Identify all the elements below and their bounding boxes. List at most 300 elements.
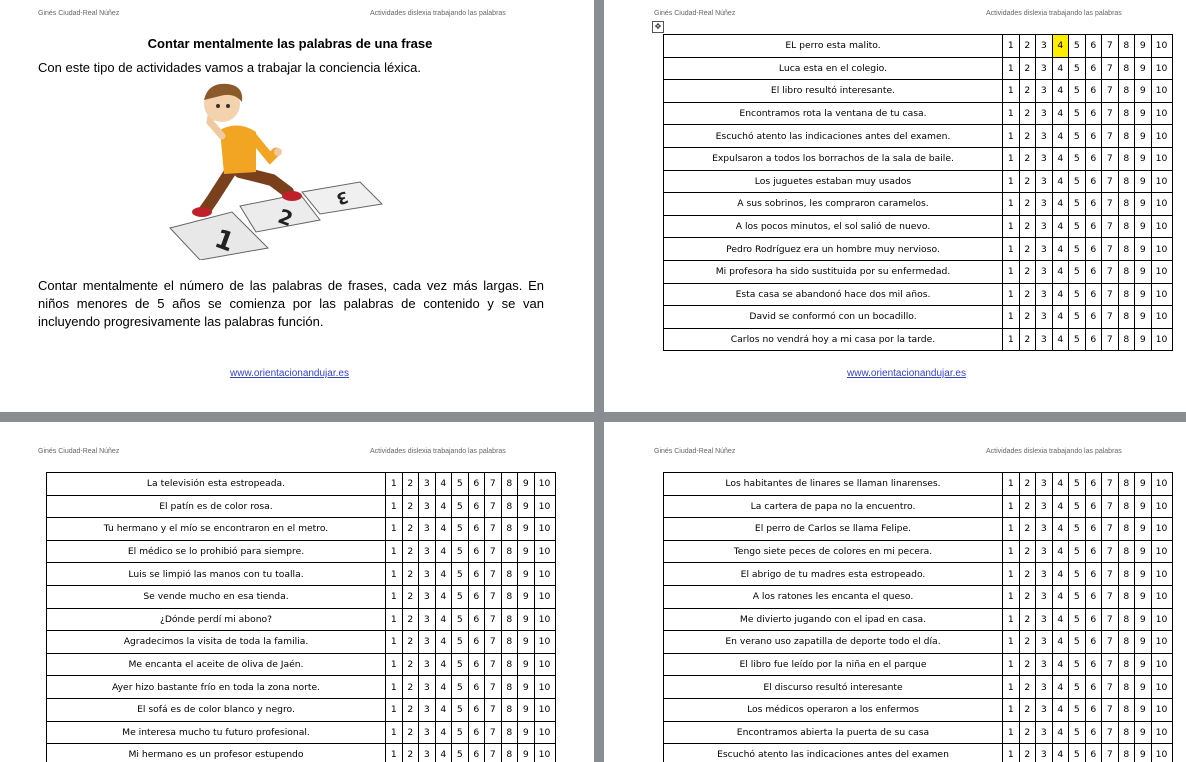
count-option-cell[interactable]: 1 bbox=[1003, 260, 1020, 283]
count-option-cell[interactable]: 4 bbox=[435, 495, 452, 518]
count-option-cell[interactable]: 3 bbox=[1036, 35, 1053, 58]
count-option-cell[interactable]: 2 bbox=[402, 631, 419, 654]
count-option-cell[interactable]: 7 bbox=[1102, 631, 1119, 654]
count-option-cell[interactable]: 7 bbox=[485, 585, 502, 608]
count-option-cell[interactable]: 2 bbox=[1019, 35, 1036, 58]
count-option-cell[interactable]: 8 bbox=[1118, 698, 1135, 721]
count-option-cell[interactable]: 10 bbox=[534, 653, 555, 676]
count-option-cell[interactable]: 10 bbox=[534, 698, 555, 721]
count-option-cell[interactable]: 8 bbox=[1118, 495, 1135, 518]
count-option-cell[interactable]: 2 bbox=[402, 721, 419, 744]
count-option-cell[interactable]: 8 bbox=[1118, 721, 1135, 744]
count-option-cell[interactable]: 9 bbox=[518, 744, 535, 762]
website-link[interactable]: www.orientacionandujar.es bbox=[230, 368, 349, 379]
count-option-cell[interactable]: 6 bbox=[1085, 306, 1102, 329]
count-option-cell[interactable]: 3 bbox=[1036, 721, 1053, 744]
count-option-cell[interactable]: 2 bbox=[402, 653, 419, 676]
count-option-cell[interactable]: 9 bbox=[1135, 328, 1152, 351]
count-option-cell[interactable]: 1 bbox=[1003, 653, 1020, 676]
count-option-cell[interactable]: 8 bbox=[1118, 170, 1135, 193]
count-option-cell[interactable]: 3 bbox=[419, 473, 436, 496]
count-option-cell[interactable]: 9 bbox=[1135, 585, 1152, 608]
count-option-cell[interactable]: 2 bbox=[1019, 170, 1036, 193]
count-option-cell[interactable]: 6 bbox=[1085, 125, 1102, 148]
count-option-cell[interactable]: 3 bbox=[1036, 608, 1053, 631]
count-option-cell[interactable]: 1 bbox=[1003, 585, 1020, 608]
count-option-cell[interactable]: 6 bbox=[1085, 698, 1102, 721]
count-option-cell[interactable]: 4 bbox=[1052, 585, 1069, 608]
count-option-cell[interactable]: 4 bbox=[1052, 102, 1069, 125]
count-option-cell[interactable]: 1 bbox=[1003, 193, 1020, 216]
count-option-cell[interactable]: 8 bbox=[1118, 563, 1135, 586]
count-option-cell[interactable]: 4 bbox=[1052, 80, 1069, 103]
count-option-cell[interactable]: 3 bbox=[1036, 631, 1053, 654]
count-option-cell[interactable]: 7 bbox=[1102, 653, 1119, 676]
count-option-cell[interactable]: 7 bbox=[1102, 57, 1119, 80]
count-option-cell[interactable]: 4 bbox=[1052, 676, 1069, 699]
count-option-cell[interactable]: 2 bbox=[1019, 238, 1036, 261]
count-option-cell[interactable]: 8 bbox=[1118, 215, 1135, 238]
count-option-cell[interactable]: 5 bbox=[1069, 473, 1086, 496]
count-option-cell[interactable]: 6 bbox=[1085, 238, 1102, 261]
count-option-cell[interactable]: 3 bbox=[419, 676, 436, 699]
count-option-cell[interactable]: 9 bbox=[1135, 563, 1152, 586]
count-option-cell[interactable]: 9 bbox=[518, 608, 535, 631]
count-option-cell[interactable]: 9 bbox=[1135, 518, 1152, 541]
count-option-cell[interactable]: 6 bbox=[1085, 585, 1102, 608]
count-option-cell[interactable]: 1 bbox=[386, 473, 403, 496]
count-option-cell[interactable]: 6 bbox=[468, 563, 485, 586]
count-option-cell[interactable]: 3 bbox=[1036, 698, 1053, 721]
count-option-cell[interactable]: 9 bbox=[1135, 80, 1152, 103]
count-option-cell[interactable]: 10 bbox=[534, 744, 555, 762]
count-option-cell[interactable]: 1 bbox=[1003, 215, 1020, 238]
count-option-cell[interactable]: 10 bbox=[1151, 608, 1172, 631]
count-option-cell[interactable]: 1 bbox=[1003, 608, 1020, 631]
count-option-cell[interactable]: 10 bbox=[1151, 698, 1172, 721]
count-option-cell[interactable]: 3 bbox=[1036, 473, 1053, 496]
count-option-cell[interactable]: 8 bbox=[501, 721, 518, 744]
count-option-cell[interactable]: 7 bbox=[485, 698, 502, 721]
count-option-cell[interactable]: 6 bbox=[468, 653, 485, 676]
count-option-cell[interactable]: 6 bbox=[1085, 193, 1102, 216]
count-option-cell[interactable]: 6 bbox=[1085, 563, 1102, 586]
count-option-cell[interactable]: 2 bbox=[1019, 147, 1036, 170]
count-option-cell[interactable]: 9 bbox=[518, 495, 535, 518]
count-option-cell[interactable]: 8 bbox=[1118, 260, 1135, 283]
count-option-cell[interactable]: 4 bbox=[1052, 215, 1069, 238]
count-option-cell[interactable]: 9 bbox=[1135, 744, 1152, 762]
count-option-cell[interactable]: 5 bbox=[1069, 721, 1086, 744]
count-option-cell[interactable]: 4 bbox=[435, 721, 452, 744]
count-option-cell[interactable]: 5 bbox=[452, 608, 469, 631]
count-option-cell[interactable]: 8 bbox=[1118, 653, 1135, 676]
count-option-cell[interactable]: 2 bbox=[402, 518, 419, 541]
count-option-cell[interactable]: 9 bbox=[1135, 473, 1152, 496]
count-option-cell[interactable]: 2 bbox=[1019, 193, 1036, 216]
count-option-cell[interactable]: 5 bbox=[1069, 35, 1086, 58]
count-option-cell[interactable]: 7 bbox=[485, 631, 502, 654]
count-option-cell[interactable]: 4 bbox=[435, 540, 452, 563]
count-option-cell[interactable]: 1 bbox=[1003, 102, 1020, 125]
count-option-cell[interactable]: 8 bbox=[501, 518, 518, 541]
count-option-cell[interactable]: 9 bbox=[1135, 260, 1152, 283]
count-option-cell[interactable]: 6 bbox=[1085, 653, 1102, 676]
count-option-cell[interactable]: 2 bbox=[1019, 653, 1036, 676]
count-option-cell[interactable]: 1 bbox=[1003, 698, 1020, 721]
count-option-cell[interactable]: 5 bbox=[1069, 306, 1086, 329]
count-option-cell[interactable]: 5 bbox=[1069, 698, 1086, 721]
count-option-cell[interactable]: 6 bbox=[1085, 283, 1102, 306]
count-option-cell[interactable]: 9 bbox=[518, 653, 535, 676]
count-option-cell[interactable]: 3 bbox=[1036, 147, 1053, 170]
count-option-cell[interactable]: 4 bbox=[435, 631, 452, 654]
count-option-cell[interactable]: 9 bbox=[518, 585, 535, 608]
count-option-cell[interactable]: 10 bbox=[1151, 495, 1172, 518]
count-option-cell[interactable]: 1 bbox=[1003, 35, 1020, 58]
count-option-cell[interactable]: 9 bbox=[1135, 306, 1152, 329]
count-option-cell[interactable]: 1 bbox=[1003, 306, 1020, 329]
count-option-cell[interactable]: 6 bbox=[1085, 721, 1102, 744]
count-option-cell[interactable]: 5 bbox=[1069, 585, 1086, 608]
count-option-cell[interactable]: 5 bbox=[1069, 283, 1086, 306]
count-option-cell[interactable]: 8 bbox=[501, 631, 518, 654]
count-option-cell[interactable]: 10 bbox=[1151, 57, 1172, 80]
count-option-cell[interactable]: 6 bbox=[468, 698, 485, 721]
count-option-cell[interactable]: 9 bbox=[1135, 102, 1152, 125]
count-option-cell[interactable]: 2 bbox=[1019, 721, 1036, 744]
count-option-cell[interactable]: 6 bbox=[1085, 260, 1102, 283]
count-option-cell[interactable]: 7 bbox=[1102, 495, 1119, 518]
count-option-cell[interactable]: 6 bbox=[1085, 676, 1102, 699]
count-option-cell[interactable]: 10 bbox=[1151, 193, 1172, 216]
count-option-cell[interactable]: 2 bbox=[402, 676, 419, 699]
count-option-cell[interactable]: 7 bbox=[1102, 35, 1119, 58]
count-option-cell[interactable]: 1 bbox=[386, 653, 403, 676]
count-option-cell[interactable]: 9 bbox=[1135, 608, 1152, 631]
count-option-cell[interactable]: 1 bbox=[1003, 721, 1020, 744]
count-option-cell[interactable]: 3 bbox=[419, 744, 436, 762]
count-option-cell[interactable]: 3 bbox=[1036, 328, 1053, 351]
count-option-cell[interactable]: 10 bbox=[1151, 260, 1172, 283]
count-option-cell[interactable]: 6 bbox=[1085, 744, 1102, 762]
count-option-cell[interactable]: 10 bbox=[534, 473, 555, 496]
count-option-cell[interactable]: 3 bbox=[1036, 306, 1053, 329]
count-option-cell[interactable]: 6 bbox=[468, 473, 485, 496]
count-option-cell[interactable]: 2 bbox=[1019, 473, 1036, 496]
count-option-cell[interactable]: 4 bbox=[1052, 698, 1069, 721]
count-option-cell[interactable]: 4 bbox=[1052, 495, 1069, 518]
count-option-cell[interactable]: 8 bbox=[501, 698, 518, 721]
count-option-cell[interactable]: 5 bbox=[1069, 653, 1086, 676]
count-option-cell[interactable]: 2 bbox=[1019, 306, 1036, 329]
count-option-cell[interactable]: 9 bbox=[1135, 283, 1152, 306]
count-option-cell[interactable]: 7 bbox=[485, 676, 502, 699]
count-option-cell[interactable]: 6 bbox=[468, 585, 485, 608]
count-option-cell[interactable]: 4 bbox=[1052, 518, 1069, 541]
count-option-cell[interactable]: 6 bbox=[1085, 215, 1102, 238]
count-option-cell[interactable]: 3 bbox=[1036, 518, 1053, 541]
count-option-cell[interactable]: 8 bbox=[1118, 306, 1135, 329]
count-option-cell[interactable]: 4 bbox=[1052, 328, 1069, 351]
count-option-cell[interactable]: 1 bbox=[386, 495, 403, 518]
count-option-cell[interactable]: 2 bbox=[1019, 698, 1036, 721]
count-option-cell[interactable]: 1 bbox=[1003, 631, 1020, 654]
count-option-cell[interactable]: 1 bbox=[1003, 495, 1020, 518]
count-option-cell[interactable]: 6 bbox=[468, 608, 485, 631]
count-option-cell[interactable]: 4 bbox=[435, 744, 452, 762]
count-option-cell[interactable]: 5 bbox=[452, 721, 469, 744]
count-option-cell[interactable]: 8 bbox=[1118, 540, 1135, 563]
count-option-cell[interactable]: 1 bbox=[386, 540, 403, 563]
count-option-cell[interactable]: 1 bbox=[1003, 283, 1020, 306]
count-option-cell[interactable]: 7 bbox=[1102, 676, 1119, 699]
count-option-cell[interactable]: 2 bbox=[1019, 80, 1036, 103]
count-option-cell[interactable]: 3 bbox=[419, 721, 436, 744]
count-option-cell[interactable]: 6 bbox=[1085, 518, 1102, 541]
count-option-cell[interactable]: 10 bbox=[1151, 653, 1172, 676]
count-option-cell[interactable]: 10 bbox=[534, 540, 555, 563]
count-option-cell[interactable]: 5 bbox=[1069, 147, 1086, 170]
count-option-cell[interactable]: 8 bbox=[1118, 744, 1135, 762]
count-option-cell[interactable]: 7 bbox=[1102, 215, 1119, 238]
count-option-cell[interactable]: 2 bbox=[402, 698, 419, 721]
count-option-cell[interactable]: 5 bbox=[1069, 57, 1086, 80]
count-option-cell[interactable]: 5 bbox=[1069, 495, 1086, 518]
count-option-cell[interactable]: 10 bbox=[534, 495, 555, 518]
count-option-cell[interactable]: 1 bbox=[1003, 125, 1020, 148]
count-option-cell[interactable]: 6 bbox=[1085, 608, 1102, 631]
count-option-cell[interactable]: 8 bbox=[501, 676, 518, 699]
count-option-cell[interactable]: 5 bbox=[1069, 328, 1086, 351]
count-option-cell[interactable]: 7 bbox=[485, 608, 502, 631]
count-option-cell[interactable]: 5 bbox=[452, 653, 469, 676]
count-option-cell[interactable]: 7 bbox=[1102, 563, 1119, 586]
count-option-cell[interactable]: 9 bbox=[1135, 125, 1152, 148]
count-option-cell[interactable]: 2 bbox=[402, 744, 419, 762]
count-option-cell[interactable]: 10 bbox=[1151, 721, 1172, 744]
count-option-cell[interactable]: 4 bbox=[1052, 540, 1069, 563]
count-option-cell[interactable]: 4 bbox=[1052, 721, 1069, 744]
count-option-cell[interactable]: 9 bbox=[518, 563, 535, 586]
count-option-cell[interactable]: 2 bbox=[1019, 328, 1036, 351]
count-option-cell[interactable]: 8 bbox=[1118, 35, 1135, 58]
count-option-cell[interactable]: 6 bbox=[468, 721, 485, 744]
count-option-cell[interactable]: 10 bbox=[1151, 540, 1172, 563]
count-option-cell[interactable]: 8 bbox=[501, 473, 518, 496]
count-option-cell[interactable]: 8 bbox=[1118, 608, 1135, 631]
count-option-cell[interactable]: 10 bbox=[1151, 563, 1172, 586]
count-option-cell[interactable]: 7 bbox=[1102, 608, 1119, 631]
count-option-cell[interactable]: 1 bbox=[1003, 80, 1020, 103]
count-option-cell[interactable]: 6 bbox=[1085, 57, 1102, 80]
count-option-cell[interactable]: 4 bbox=[1052, 608, 1069, 631]
count-option-cell[interactable]: 6 bbox=[1085, 102, 1102, 125]
count-option-cell[interactable]: 5 bbox=[1069, 193, 1086, 216]
count-option-cell[interactable]: 8 bbox=[501, 585, 518, 608]
count-option-cell[interactable]: 4 bbox=[435, 585, 452, 608]
count-option-cell[interactable]: 6 bbox=[1085, 473, 1102, 496]
count-option-cell[interactable]: 5 bbox=[1069, 215, 1086, 238]
count-option-cell[interactable]: 10 bbox=[1151, 102, 1172, 125]
count-option-cell[interactable]: 1 bbox=[1003, 170, 1020, 193]
count-option-cell[interactable]: 9 bbox=[1135, 721, 1152, 744]
count-option-cell[interactable]: 3 bbox=[419, 495, 436, 518]
count-option-cell[interactable]: 10 bbox=[1151, 147, 1172, 170]
count-option-cell[interactable]: 10 bbox=[534, 608, 555, 631]
count-option-cell[interactable]: 4 bbox=[435, 653, 452, 676]
count-option-cell[interactable]: 2 bbox=[1019, 676, 1036, 699]
count-option-cell[interactable]: 9 bbox=[518, 518, 535, 541]
count-option-cell[interactable]: 2 bbox=[1019, 608, 1036, 631]
count-option-cell[interactable]: 7 bbox=[1102, 306, 1119, 329]
count-option-cell[interactable]: 5 bbox=[1069, 125, 1086, 148]
count-option-cell[interactable]: 5 bbox=[1069, 102, 1086, 125]
count-option-cell[interactable]: 4 bbox=[435, 698, 452, 721]
count-option-cell[interactable]: 10 bbox=[1151, 518, 1172, 541]
count-option-cell[interactable]: 4 bbox=[435, 473, 452, 496]
count-option-cell[interactable]: 7 bbox=[485, 495, 502, 518]
count-option-cell[interactable]: 1 bbox=[1003, 57, 1020, 80]
count-option-cell[interactable]: 9 bbox=[1135, 238, 1152, 261]
count-option-cell[interactable]: 7 bbox=[485, 563, 502, 586]
count-option-cell[interactable]: 8 bbox=[1118, 125, 1135, 148]
count-option-cell[interactable]: 10 bbox=[534, 721, 555, 744]
count-option-cell[interactable]: 9 bbox=[518, 698, 535, 721]
count-option-cell[interactable]: 3 bbox=[1036, 283, 1053, 306]
count-option-cell[interactable]: 7 bbox=[1102, 193, 1119, 216]
count-option-cell[interactable]: 2 bbox=[1019, 125, 1036, 148]
count-option-cell[interactable]: 4 bbox=[1052, 238, 1069, 261]
count-option-cell[interactable]: 3 bbox=[1036, 193, 1053, 216]
count-option-cell[interactable]: 10 bbox=[1151, 80, 1172, 103]
count-option-cell[interactable]: 10 bbox=[534, 563, 555, 586]
count-option-cell[interactable]: 4 bbox=[1052, 563, 1069, 586]
count-option-cell[interactable]: 8 bbox=[1118, 283, 1135, 306]
count-option-cell[interactable]: 6 bbox=[468, 495, 485, 518]
table-move-handle-icon[interactable]: ✥ bbox=[652, 21, 664, 33]
count-option-cell[interactable]: 5 bbox=[1069, 260, 1086, 283]
count-option-cell[interactable]: 4 bbox=[1052, 35, 1069, 58]
count-option-cell[interactable]: 9 bbox=[1135, 653, 1152, 676]
count-option-cell[interactable]: 2 bbox=[402, 473, 419, 496]
count-option-cell[interactable]: 4 bbox=[1052, 193, 1069, 216]
count-option-cell[interactable]: 3 bbox=[419, 563, 436, 586]
count-option-cell[interactable]: 1 bbox=[386, 698, 403, 721]
count-option-cell[interactable]: 5 bbox=[1069, 518, 1086, 541]
count-option-cell[interactable]: 2 bbox=[402, 563, 419, 586]
count-option-cell[interactable]: 8 bbox=[1118, 80, 1135, 103]
count-option-cell[interactable]: 1 bbox=[1003, 540, 1020, 563]
count-option-cell[interactable]: 7 bbox=[1102, 698, 1119, 721]
count-option-cell[interactable]: 7 bbox=[1102, 328, 1119, 351]
count-option-cell[interactable]: 6 bbox=[468, 744, 485, 762]
count-option-cell[interactable]: 5 bbox=[1069, 238, 1086, 261]
count-option-cell[interactable]: 3 bbox=[1036, 540, 1053, 563]
count-option-cell[interactable]: 9 bbox=[1135, 35, 1152, 58]
count-option-cell[interactable]: 5 bbox=[452, 563, 469, 586]
count-option-cell[interactable]: 9 bbox=[518, 721, 535, 744]
count-option-cell[interactable]: 10 bbox=[534, 518, 555, 541]
count-option-cell[interactable]: 3 bbox=[1036, 57, 1053, 80]
count-option-cell[interactable]: 6 bbox=[1085, 495, 1102, 518]
count-option-cell[interactable]: 4 bbox=[1052, 306, 1069, 329]
count-option-cell[interactable]: 1 bbox=[386, 585, 403, 608]
count-option-cell[interactable]: 5 bbox=[1069, 170, 1086, 193]
count-option-cell[interactable]: 3 bbox=[419, 585, 436, 608]
count-option-cell[interactable]: 1 bbox=[1003, 147, 1020, 170]
count-option-cell[interactable]: 4 bbox=[1052, 147, 1069, 170]
count-option-cell[interactable]: 7 bbox=[1102, 260, 1119, 283]
count-option-cell[interactable]: 6 bbox=[1085, 328, 1102, 351]
count-option-cell[interactable]: 4 bbox=[1052, 473, 1069, 496]
count-option-cell[interactable]: 7 bbox=[1102, 102, 1119, 125]
count-option-cell[interactable]: 7 bbox=[485, 721, 502, 744]
count-option-cell[interactable]: 1 bbox=[1003, 676, 1020, 699]
count-option-cell[interactable]: 4 bbox=[435, 676, 452, 699]
count-option-cell[interactable]: 4 bbox=[435, 518, 452, 541]
count-option-cell[interactable]: 5 bbox=[1069, 744, 1086, 762]
count-option-cell[interactable]: 5 bbox=[452, 744, 469, 762]
count-option-cell[interactable]: 9 bbox=[1135, 193, 1152, 216]
count-option-cell[interactable]: 6 bbox=[1085, 170, 1102, 193]
count-option-cell[interactable]: 5 bbox=[1069, 631, 1086, 654]
count-option-cell[interactable]: 10 bbox=[534, 676, 555, 699]
count-option-cell[interactable]: 4 bbox=[1052, 283, 1069, 306]
count-option-cell[interactable]: 7 bbox=[1102, 540, 1119, 563]
count-option-cell[interactable]: 2 bbox=[1019, 744, 1036, 762]
count-option-cell[interactable]: 8 bbox=[501, 563, 518, 586]
count-option-cell[interactable]: 3 bbox=[1036, 563, 1053, 586]
count-option-cell[interactable]: 3 bbox=[419, 518, 436, 541]
count-option-cell[interactable]: 8 bbox=[1118, 585, 1135, 608]
count-option-cell[interactable]: 7 bbox=[1102, 80, 1119, 103]
count-option-cell[interactable]: 3 bbox=[1036, 260, 1053, 283]
count-option-cell[interactable]: 9 bbox=[1135, 215, 1152, 238]
count-option-cell[interactable]: 10 bbox=[1151, 676, 1172, 699]
count-option-cell[interactable]: 3 bbox=[1036, 80, 1053, 103]
count-option-cell[interactable]: 8 bbox=[501, 744, 518, 762]
count-option-cell[interactable]: 10 bbox=[1151, 215, 1172, 238]
count-option-cell[interactable]: 2 bbox=[1019, 585, 1036, 608]
count-option-cell[interactable]: 8 bbox=[501, 653, 518, 676]
count-option-cell[interactable]: 2 bbox=[1019, 260, 1036, 283]
count-option-cell[interactable]: 2 bbox=[402, 540, 419, 563]
count-option-cell[interactable]: 3 bbox=[419, 608, 436, 631]
count-option-cell[interactable]: 1 bbox=[1003, 328, 1020, 351]
count-option-cell[interactable]: 7 bbox=[1102, 147, 1119, 170]
count-option-cell[interactable]: 3 bbox=[1036, 170, 1053, 193]
count-option-cell[interactable]: 7 bbox=[1102, 518, 1119, 541]
count-option-cell[interactable]: 1 bbox=[1003, 473, 1020, 496]
count-option-cell[interactable]: 5 bbox=[1069, 563, 1086, 586]
count-option-cell[interactable]: 9 bbox=[518, 473, 535, 496]
count-option-cell[interactable]: 8 bbox=[1118, 676, 1135, 699]
count-option-cell[interactable]: 3 bbox=[419, 631, 436, 654]
count-option-cell[interactable]: 6 bbox=[468, 631, 485, 654]
count-option-cell[interactable]: 8 bbox=[501, 495, 518, 518]
count-option-cell[interactable]: 3 bbox=[1036, 215, 1053, 238]
count-option-cell[interactable]: 3 bbox=[1036, 125, 1053, 148]
count-option-cell[interactable]: 10 bbox=[1151, 35, 1172, 58]
count-option-cell[interactable]: 3 bbox=[1036, 495, 1053, 518]
count-option-cell[interactable]: 6 bbox=[468, 540, 485, 563]
count-option-cell[interactable]: 1 bbox=[386, 631, 403, 654]
count-option-cell[interactable]: 10 bbox=[1151, 473, 1172, 496]
count-option-cell[interactable]: 1 bbox=[386, 518, 403, 541]
count-option-cell[interactable]: 7 bbox=[1102, 585, 1119, 608]
count-option-cell[interactable]: 9 bbox=[1135, 676, 1152, 699]
